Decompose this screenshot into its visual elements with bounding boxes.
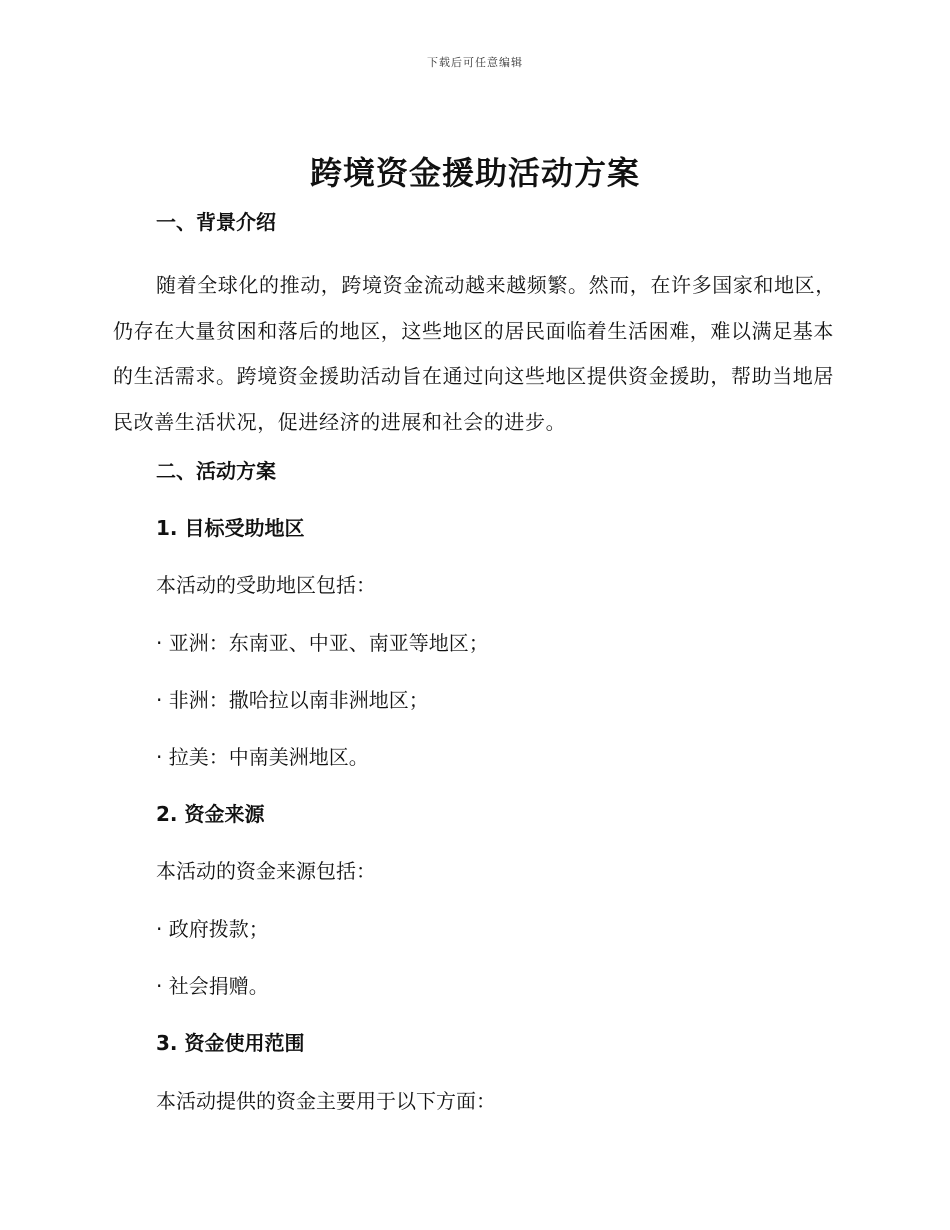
list-item: · 政府拨款； <box>156 917 269 941</box>
subsection-heading-target-regions: 1. 目标受助地区 <box>156 516 305 540</box>
section-heading-plan: 二、活动方案 <box>156 459 276 483</box>
page-header-note: 下载后可任意编辑 <box>427 56 523 69</box>
background-paragraph: 随着全球化的推动，跨境资金流动越来越频繁。然而，在许多国家和地区，仍存在大量贫困和落后的地区，这些地区的居民面临着生活困难，难以满足基本的生活需求。跨境资金援助活动旨在通过向这些地区提供资金援助，帮助当地居民改善生活状况，促进经济的进展和社会的进步。 <box>113 273 836 434</box>
funding-sources-intro: 本活动的资金来源包括： <box>156 859 376 883</box>
list-item: · 拉美：中南美洲地区。 <box>156 745 369 769</box>
list-item: · 非洲：撒哈拉以南非洲地区； <box>156 688 429 712</box>
list-item: · 亚洲：东南亚、中亚、南亚等地区； <box>156 631 489 655</box>
subsection-heading-fund-usage: 3. 资金使用范围 <box>156 1031 305 1055</box>
document-title: 跨境资金援助活动方案 <box>309 154 640 192</box>
section-heading-background: 一、背景介绍 <box>156 210 276 234</box>
target-regions-intro: 本活动的受助地区包括： <box>156 573 376 597</box>
list-item: · 社会捐赠。 <box>156 974 269 998</box>
subsection-heading-funding-sources: 2. 资金来源 <box>156 802 265 826</box>
fund-usage-intro: 本活动提供的资金主要用于以下方面： <box>156 1089 496 1113</box>
